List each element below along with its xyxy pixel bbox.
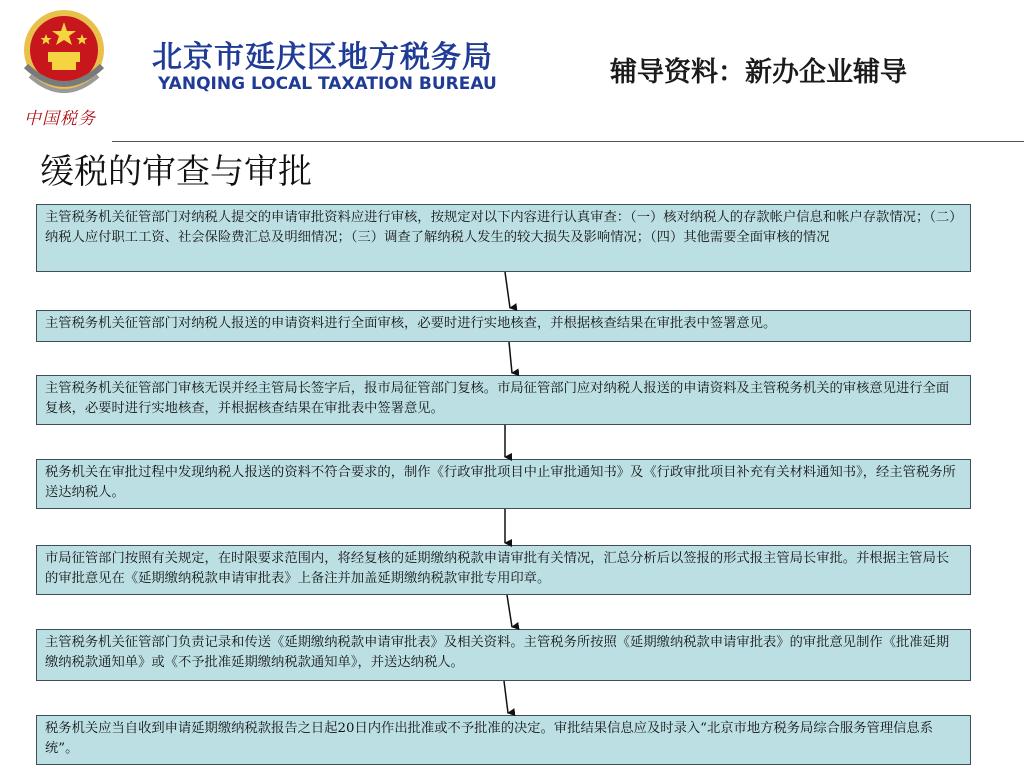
flow-step-7: 税务机关应当自收到申请延期缴纳税款报告之日起20日内作出批准或不予批准的决定。审批结果信息应及时录入“北京市地方税务局综合服务管理信息系统”。 (36, 715, 971, 765)
arrow-5-6 (507, 595, 512, 627)
flow-step-1: 主管税务机关征管部门对纳税人提交的申请审批资料应进行审核，按规定对以下内容进行认真审查：（一）核对纳税人的存款帐户信息和帐户存款情况；（二）纳税人应付职工工资、社会保险费汇总及明细情况；（三）调查了解纳税人发生的较大损失及影响情况；（四）其他需要全面审核的情况 (36, 204, 971, 272)
arrow-2-3 (509, 342, 512, 373)
flow-step-5: 市局征管部门按照有关规定，在时限要求范围内，将经复核的延期缴纳税款申请审批有关情况，汇总分析后以签报的形式报主管局长审批。并根据主管局长的审批意见在《延期缴纳税款申请审批表》上备注并加盖延期缴纳税款审批专用印章。 (36, 545, 971, 595)
bureau-name-en: YANQING LOCAL TAXATION BUREAU (158, 74, 497, 94)
emblem-calligraphy: 中国税务 (24, 109, 96, 129)
flow-step-3: 主管税务机关征管部门审核无误并经主管局长签字后，报市局征管部门复核。市局征管部门应对纳税人报送的申请资料及主管税务机关的审核意见进行全面复核，必要时进行实地核查，并根据核查结果在审批表中签署意见。 (36, 375, 971, 425)
flow-step-6: 主管税务机关征管部门负责记录和传送《延期缴纳税款申请审批表》及相关资料。主管税务所按照《延期缴纳税款申请审批表》的审批意见制作《批准延期缴纳税款通知单》或《不予批准延期缴纳税款通知单》，并送达纳税人。 (36, 629, 971, 681)
bureau-name-cn: 北京市延庆区地方税务局 (152, 40, 493, 75)
flow-step-2: 主管税务机关征管部门对纳税人报送的申请资料进行全面审核，必要时进行实地核查，并根据核查结果在审批表中签署意见。 (36, 310, 971, 342)
arrow-6-7 (504, 681, 508, 713)
flow-step-4: 税务机关在审批过程中发现纳税人报送的资料不符合要求的，制作《行政审批项目中止审批通知书》及《行政审批项目补充有关材料通知书》，经主管税务所送达纳税人。 (36, 459, 971, 509)
arrow-1-2 (505, 272, 510, 308)
page-title: 缓税的审查与审批 (40, 152, 312, 192)
header-subtitle: 辅导资料：新办企业辅导 (610, 57, 907, 88)
